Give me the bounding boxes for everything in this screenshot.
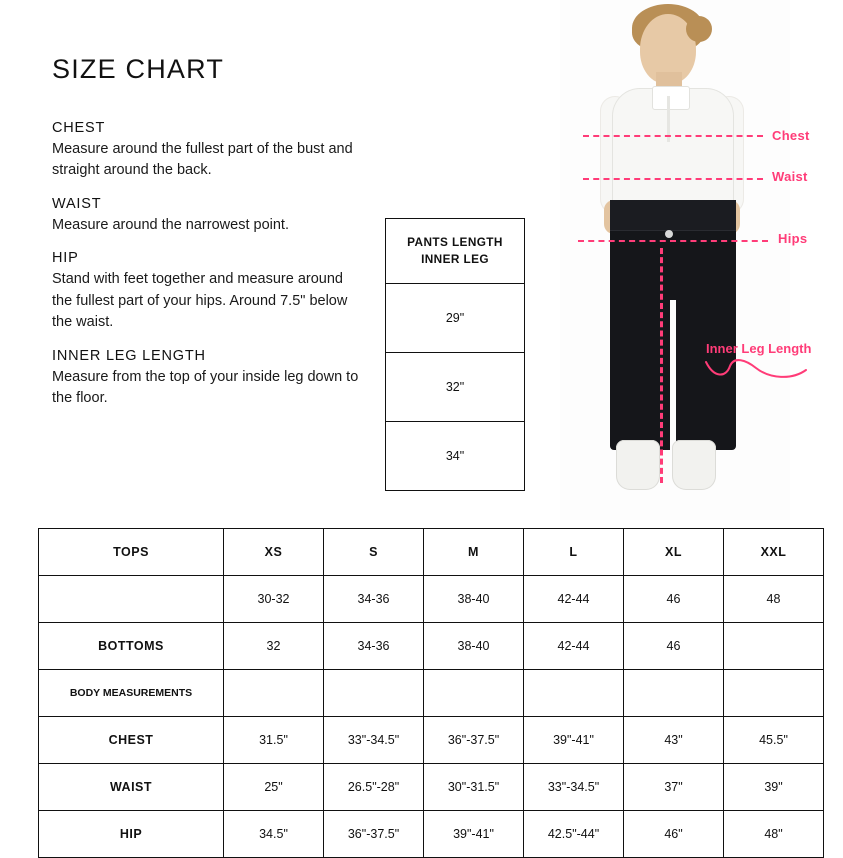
- instruction-inner-leg-body: Measure from the top of your inside leg down to the floor.: [52, 368, 359, 407]
- hips-measure-line: [578, 240, 768, 242]
- size-table-cell: [224, 670, 324, 717]
- size-table-cell: 38-40: [424, 623, 524, 670]
- size-table-cell: 30-32: [224, 576, 324, 623]
- size-table-cell: 34.5": [224, 811, 324, 858]
- size-table-cell: 36"-37.5": [424, 717, 524, 764]
- size-table-col-header: L: [524, 529, 624, 576]
- measurement-instructions: [52, 120, 362, 424]
- size-table-cell: 45.5": [724, 717, 824, 764]
- chest-measure-label: Chest: [772, 128, 810, 143]
- size-table-cell: 34-36: [324, 576, 424, 623]
- size-table-cell: 38-40: [424, 576, 524, 623]
- size-table-row-label: WAIST: [39, 764, 224, 811]
- instruction-hip: [52, 250, 362, 333]
- chest-measure-line: [583, 135, 763, 137]
- instruction-hip-body: Stand with feet together and measure around the fullest part of your hips. Around 7.5" below the waist.: [52, 271, 348, 331]
- pants-table-row: [386, 353, 525, 422]
- size-table-cell: 37": [624, 764, 724, 811]
- size-table-cell: 48: [724, 576, 824, 623]
- instruction-chest-body: Measure around the fullest part of the bust and straight around the back.: [52, 141, 353, 179]
- model-trouser-leg-gap: [670, 300, 676, 450]
- size-table-col-header: M: [424, 529, 524, 576]
- size-table-row-label: CHEST: [39, 717, 224, 764]
- size-table-cell: 33"-34.5": [524, 764, 624, 811]
- instruction-waist: [52, 196, 362, 236]
- instruction-chest-heading: CHEST: [52, 120, 106, 136]
- size-table-cell: [524, 670, 624, 717]
- size-table-header-row: [39, 529, 824, 576]
- size-table-cell: 46": [624, 811, 724, 858]
- pants-table-header-line2: INNER LEG: [421, 252, 489, 266]
- size-table-cell: 46: [624, 623, 724, 670]
- table-row: [39, 576, 824, 623]
- size-table-cell: 34-36: [324, 623, 424, 670]
- pants-table-header-row: [386, 219, 525, 284]
- size-table-row-label: HIP: [39, 811, 224, 858]
- model-shirt-collar: [652, 86, 690, 110]
- inner-leg-measure-label: Inner Leg Length: [706, 341, 812, 356]
- table-row: [39, 670, 824, 717]
- pants-length-value: 32": [386, 353, 525, 422]
- model-hair-bun: [686, 16, 712, 42]
- size-table-col-header: S: [324, 529, 424, 576]
- size-table-col-header: XXL: [724, 529, 824, 576]
- size-table-cell: [724, 670, 824, 717]
- arrow-squiggle-icon: [700, 356, 810, 390]
- instruction-waist-heading: WAIST: [52, 195, 102, 212]
- size-table-cell: [724, 623, 824, 670]
- model-photo: [560, 0, 790, 520]
- pants-length-value: 34": [386, 422, 525, 491]
- model-waistband: [610, 200, 736, 231]
- size-table-cell: 32: [224, 623, 324, 670]
- size-table-cell: 42.5"-44": [524, 811, 624, 858]
- pants-table-row: [386, 284, 525, 353]
- size-table: [38, 528, 824, 858]
- size-table-cell: 43": [624, 717, 724, 764]
- size-table-cell: [624, 670, 724, 717]
- size-table-cell: [424, 670, 524, 717]
- size-table-cell: 26.5"-28": [324, 764, 424, 811]
- size-table-cell: 39": [724, 764, 824, 811]
- pants-table-header-line1: PANTS LENGTH: [407, 234, 503, 249]
- size-table-col-header: XL: [624, 529, 724, 576]
- instruction-chest: [52, 120, 362, 182]
- size-table-row-label: [39, 576, 224, 623]
- size-table-row-label: BODY MEASUREMENTS: [39, 670, 224, 717]
- pants-table-header-cell: [386, 219, 525, 284]
- inner-leg-measure-line: [660, 248, 663, 483]
- size-table-cell: 36"-37.5": [324, 811, 424, 858]
- table-row: [39, 764, 824, 811]
- table-row: [39, 623, 824, 670]
- size-table-cell: 33"-34.5": [324, 717, 424, 764]
- model-left-shoe: [616, 440, 660, 490]
- size-table-cell: 31.5": [224, 717, 324, 764]
- size-table-cell: 39"-41": [424, 811, 524, 858]
- size-table-row-label: BOTTOMS: [39, 623, 224, 670]
- table-row: [39, 811, 824, 858]
- table-row: [39, 717, 824, 764]
- model-trouser-button: [665, 230, 673, 238]
- size-table-cell: [324, 670, 424, 717]
- size-table-cell: 46: [624, 576, 724, 623]
- size-table-col-header: TOPS: [39, 529, 224, 576]
- pants-length-table: [385, 218, 525, 491]
- size-table-cell: 30"-31.5": [424, 764, 524, 811]
- waist-measure-label: Waist: [772, 169, 808, 184]
- model-right-shoe: [672, 440, 716, 490]
- size-table-cell: 25": [224, 764, 324, 811]
- size-table-cell: 42-44: [524, 623, 624, 670]
- instruction-waist-body: Measure around the narrowest point.: [52, 216, 289, 233]
- size-table-cell: 48": [724, 811, 824, 858]
- waist-measure-line: [583, 178, 763, 180]
- size-table-cell: 39"-41": [524, 717, 624, 764]
- size-table-col-header: XS: [224, 529, 324, 576]
- hips-measure-label: Hips: [778, 231, 808, 246]
- page-title: SIZE CHART: [52, 54, 225, 84]
- instruction-hip-heading: HIP: [52, 250, 79, 267]
- pants-length-value: 29": [386, 284, 525, 353]
- instruction-inner-leg: [52, 348, 362, 410]
- instruction-inner-leg-heading: INNER LEG LENGTH: [52, 347, 206, 364]
- pants-table-row: [386, 422, 525, 491]
- size-table-cell: 42-44: [524, 576, 624, 623]
